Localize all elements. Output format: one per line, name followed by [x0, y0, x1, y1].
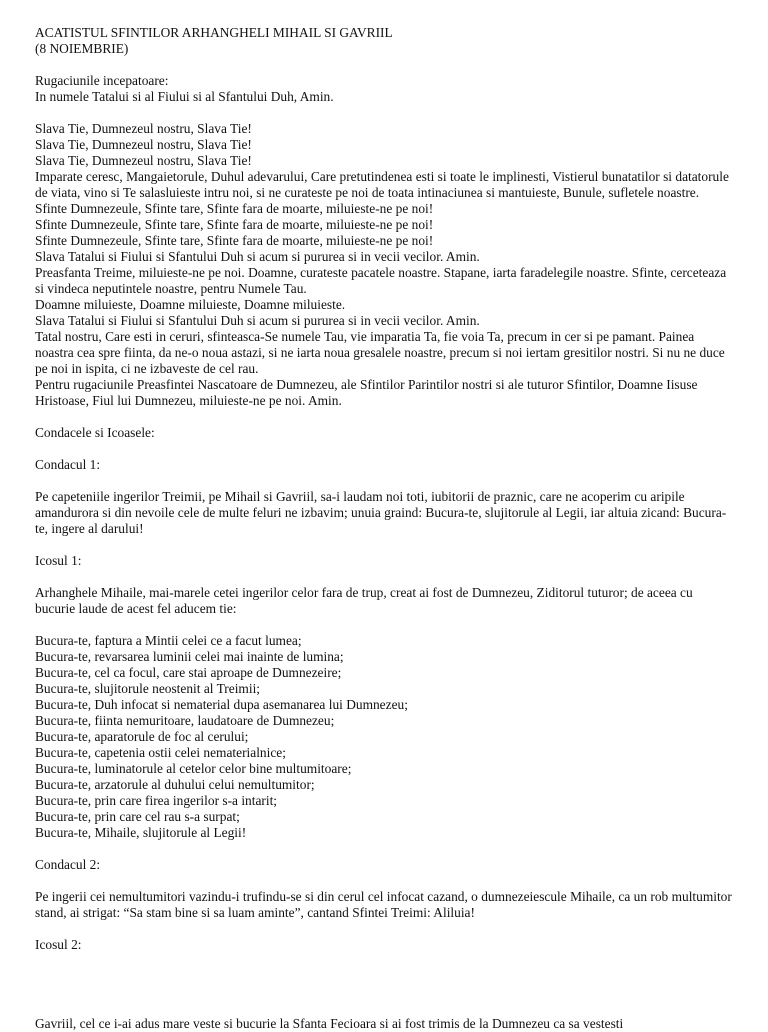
condac1-text: Pe capeteniile ingerilor Treimii, pe Mihail si Gavriil, sa-i laudam noi toti, iubitorii de praznic, care ne acoperim cu aripile amandurora si din nevoile cele de multe feluri ne izbavim; unuia graind: Bucura-te, slujitorule al Legii, iar altuia zicand: Bucura-te, ingere al darului!	[35, 489, 727, 536]
prayer-line: Sfinte Dumnezeule, Sfinte tare, Sfinte fara de moarte, miluieste-ne pe noi!	[35, 217, 434, 232]
spacer	[35, 409, 735, 425]
document-title: ACATISTUL SFINTILOR ARHANGHELI MIHAIL SI GAVRIIL	[35, 25, 393, 40]
prayer-paragraph: Tatal nostru, Care esti in ceruri, sfinteasca-Se numele Tau, vie imparatia Ta, fie voia Ta, precum in cer si pe pamant. Painea noastra cea spre fiinta, da ne-o noua astazi, si ne iarta noua gresalele noastre, precum si noi iertam gresitilor nostri. Si nu ne duce pe noi in ispita, ci ne izbaveste de cel rau.	[35, 329, 725, 376]
icos1-line: Bucura-te, prin care cel rau s-a surpat;	[35, 809, 240, 824]
icos1-line: Bucura-te, slujitorule neostenit al Treimii;	[35, 681, 261, 696]
prayers-intro: In numele Tatalui si al Fiului si al Sfantului Duh, Amin.	[35, 89, 334, 104]
spacer	[35, 57, 735, 73]
prayer-paragraph: Pentru rugaciunile Preasfintei Nascatoare de Dumnezeu, ale Sfintilor Parintilor nostri si ale tuturor Sfintilor, Doamne Iisuse Hristoase, Fiul lui Dumnezeu, miluieste-ne pe noi. Amin.	[35, 377, 698, 408]
condac1-heading: Condacul 1:	[35, 457, 101, 472]
icos1-line: Bucura-te, faptura a Mintii celei ce a facut lumea;	[35, 633, 302, 648]
spacer	[35, 473, 735, 489]
prayer-paragraph: Imparate ceresc, Mangaietorule, Duhul adevarului, Care pretutindenea esti si toate le implinesti, Vistierul bunatatilor si datatorule de viata, vino si Te salasluieste intru noi, si ne curateste pe noi de toata intinaciunea si mantuieste, Bunule, sufletele noastre.	[35, 169, 729, 200]
icos1-text: Arhanghele Mihaile, mai-marele cetei ingerilor celor fara de trup, creat ai fost de Dumnezeu, Ziditorul tuturor; de aceea cu bucurie laude de acest fel aducem tie:	[35, 585, 693, 616]
prayer-line: Slava Tatalui si Fiului si Sfantului Duh si acum si pururea si in vecii vecilor. Amin.	[35, 313, 480, 328]
spacer	[35, 617, 735, 633]
spacer	[35, 569, 735, 585]
condac2-heading: Condacul 2:	[35, 857, 101, 872]
prayer-line: Sfinte Dumnezeule, Sfinte tare, Sfinte fara de moarte, miluieste-ne pe noi!	[35, 201, 434, 216]
icos1-line: Bucura-te, cel ca focul, care stai aproape de Dumnezeire;	[35, 665, 342, 680]
icos1-line: Bucura-te, aparatorule de foc al cerului;	[35, 729, 249, 744]
icos1-line: Bucura-te, luminatorule al cetelor celor bine multumitoare;	[35, 761, 352, 776]
spacer	[35, 441, 735, 457]
prayer-line: Slava Tie, Dumnezeul nostru, Slava Tie!	[35, 121, 252, 136]
spacer	[35, 537, 735, 553]
prayer-line: Slava Tie, Dumnezeul nostru, Slava Tie!	[35, 137, 252, 152]
spacer	[35, 873, 735, 889]
icos2-text-cutoff: Gavriil, cel ce i-ai adus mare veste si bucurie la Sfanta Fecioara si ai fost trimis de la Dumnezeu ca sa vestesti	[35, 1016, 624, 1031]
icos2-heading: Icosul 2:	[35, 937, 82, 952]
spacer	[35, 841, 735, 857]
condac2-text: Pe ingerii cei nemultumitori vazindu-i trufindu-se si din cerul cel infocat cazand, o dumnezeiescule Mihaile, ca un rob multumitor stand, ai strigat: “Sa stam bine si sa luam aminte”, cantand Sfintei Treimi: Aliluia!	[35, 889, 732, 920]
icos1-line: Bucura-te, Duh infocat si nematerial dupa asemanarea lui Dumnezeu;	[35, 697, 408, 712]
spacer	[35, 921, 735, 937]
icos1-line: Bucura-te, capetenia ostii celei nematerialnice;	[35, 745, 286, 760]
prayer-paragraph: Preasfanta Treime, miluieste-ne pe noi. Doamne, curateste pacatele noastre. Stapane, iarta faradelegile noastre. Sfinte, cerceteaza si vindeca neputintele noastre, pentru Numele Tau.	[35, 265, 727, 296]
icos1-line: Bucura-te, Mihaile, slujitorule al Legii!	[35, 825, 247, 840]
document-date: (8 NOIEMBRIE)	[35, 41, 129, 56]
prayer-line: Slava Tie, Dumnezeul nostru, Slava Tie!	[35, 153, 252, 168]
icos1-line: Bucura-te, revarsarea luminii celei mai inainte de lumina;	[35, 649, 344, 664]
icos1-line: Bucura-te, arzatorule al duhului celui nemultumitor;	[35, 777, 315, 792]
icos1-heading: Icosul 1:	[35, 553, 82, 568]
spacer	[35, 105, 735, 121]
prayer-line: Doamne miluieste, Doamne miluieste, Doamne miluieste.	[35, 297, 346, 312]
prayer-line: Slava Tatalui si Fiului si Sfantului Duh si acum si pururea si in vecii vecilor. Amin.	[35, 249, 480, 264]
icos1-line: Bucura-te, fiinta nemuritoare, laudatoare de Dumnezeu;	[35, 713, 335, 728]
prayers-heading: Rugaciunile incepatoare:	[35, 73, 169, 88]
condace-heading: Condacele si Icoasele:	[35, 425, 155, 440]
icos1-line: Bucura-te, prin care firea ingerilor s-a intarit;	[35, 793, 278, 808]
prayer-line: Sfinte Dumnezeule, Sfinte tare, Sfinte fara de moarte, miluieste-ne pe noi!	[35, 233, 434, 248]
document-page	[35, 25, 735, 953]
